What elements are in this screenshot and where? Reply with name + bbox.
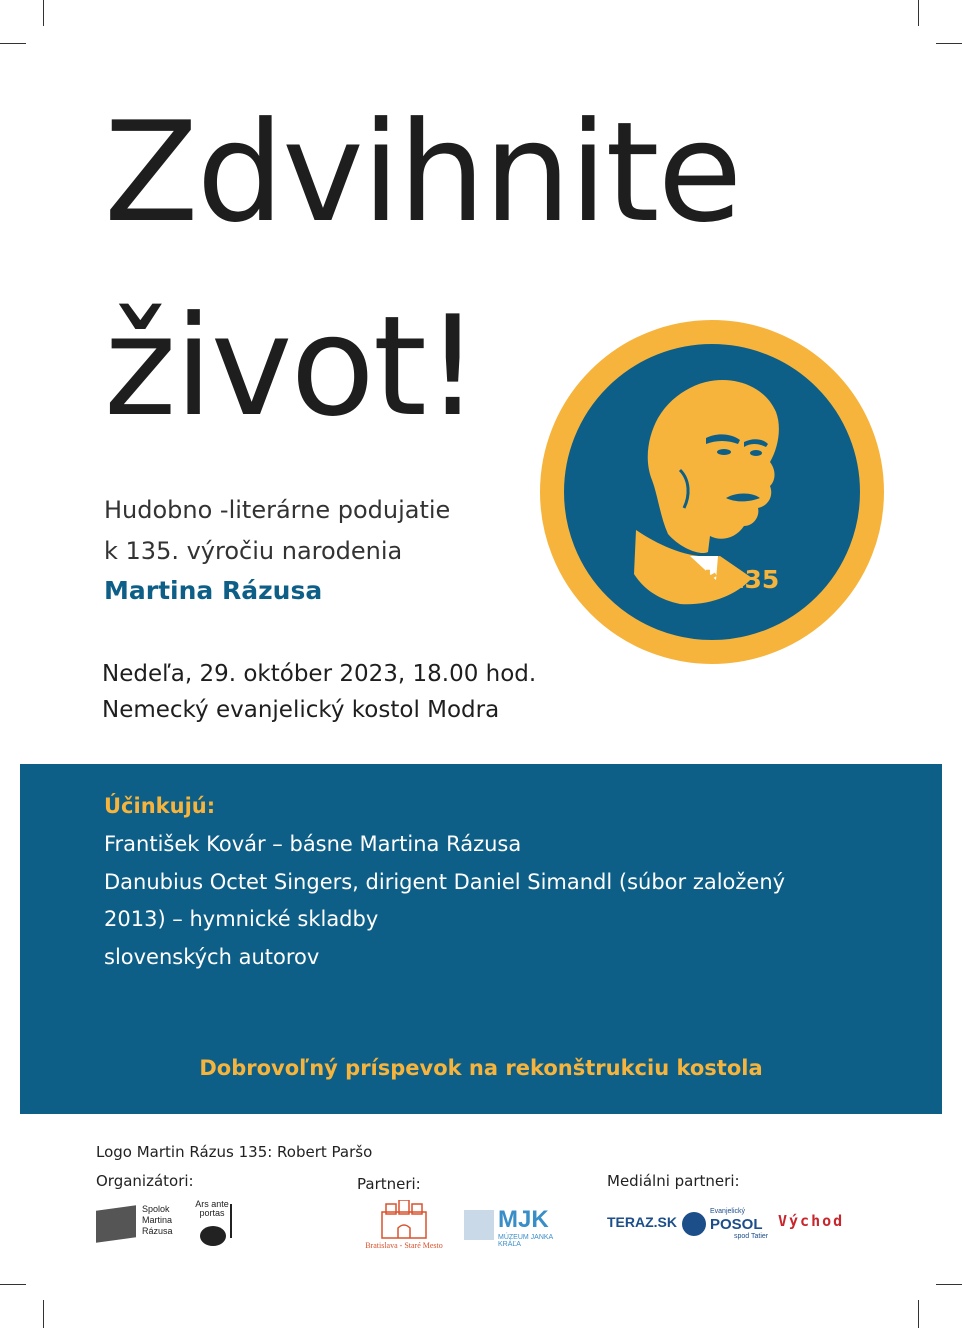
performer-line: František Kovár – básne Martina Rázusa — [104, 832, 522, 856]
badge-text: MR ✱ 135 — [644, 565, 780, 594]
headline-line-1: Zdvihnite — [104, 92, 741, 253]
crop-mark — [936, 1284, 962, 1285]
crop-mark — [918, 0, 919, 26]
crop-mark — [0, 43, 26, 44]
performers-panel — [20, 764, 942, 1114]
bratislava-stare-mesto-logo — [356, 1200, 452, 1252]
posol-label: POSOL — [710, 1216, 763, 1233]
teraz-logo: TERAZ.SK — [607, 1214, 677, 1230]
crop-mark — [43, 0, 44, 26]
performer-line: Danubius Octet Singers, dirigent Daniel Simandl (súbor založený — [104, 870, 786, 894]
ars-label: Ars ante portas — [195, 1199, 229, 1218]
posol-top-label: Evanjelický — [710, 1208, 746, 1215]
performer-line: slovenských autorov — [104, 945, 320, 969]
honoree-name: Martina Rázusa — [104, 576, 323, 605]
mjk-label: MJK — [498, 1206, 549, 1233]
mjk-mark-icon — [464, 1210, 494, 1240]
mr135-badge — [540, 320, 885, 665]
crop-mark — [918, 1300, 919, 1328]
donation-note: Dobrovoľný príspevok na rekonštrukciu kostola — [199, 1056, 763, 1080]
castle-icon — [356, 1200, 452, 1240]
vychod-logo: Východ — [778, 1212, 845, 1230]
bratislava-label: Bratislava - Staré Mesto — [365, 1241, 443, 1250]
spolok-portrait-icon — [96, 1205, 136, 1243]
ars-ante-portas-logo — [194, 1200, 244, 1248]
note-icon — [230, 1204, 232, 1238]
logo-credit: Logo Martin Rázus 135: Robert Paršo — [96, 1143, 373, 1161]
subtitle-line-1: Hudobno -literárne podujatie — [104, 496, 451, 524]
event-datetime: Nedeľa, 29. október 2023, 18.00 hod. — [102, 661, 537, 687]
organizers-label: Organizátori: — [96, 1172, 194, 1190]
media-partners-label: Mediálni partneri: — [607, 1172, 740, 1190]
spolok-label: Spolok Martina Rázusa — [142, 1204, 173, 1236]
spolok-logo — [96, 1204, 196, 1244]
mjk-logo — [464, 1206, 576, 1248]
headline-line-2: život! — [104, 286, 479, 447]
subtitle-line-2: k 135. výročiu narodenia — [104, 537, 403, 565]
crop-mark — [43, 1300, 44, 1328]
crop-mark — [0, 1284, 26, 1285]
mjk-sub-label: MÚZEUM JANKA KRÁĽA — [498, 1234, 553, 1248]
crop-mark — [936, 43, 962, 44]
posol-sub-label: spod Tatier — [734, 1233, 769, 1240]
posol-logo — [682, 1210, 772, 1240]
event-place: Nemecký evanjelický kostol Modra — [102, 697, 500, 723]
ap-mark-icon — [200, 1226, 226, 1246]
luther-rose-icon — [682, 1212, 706, 1236]
partners-label: Partneri: — [357, 1175, 421, 1193]
performer-line: 2013) – hymnické skladby — [104, 907, 379, 931]
performers-heading: Účinkujú: — [104, 794, 216, 818]
